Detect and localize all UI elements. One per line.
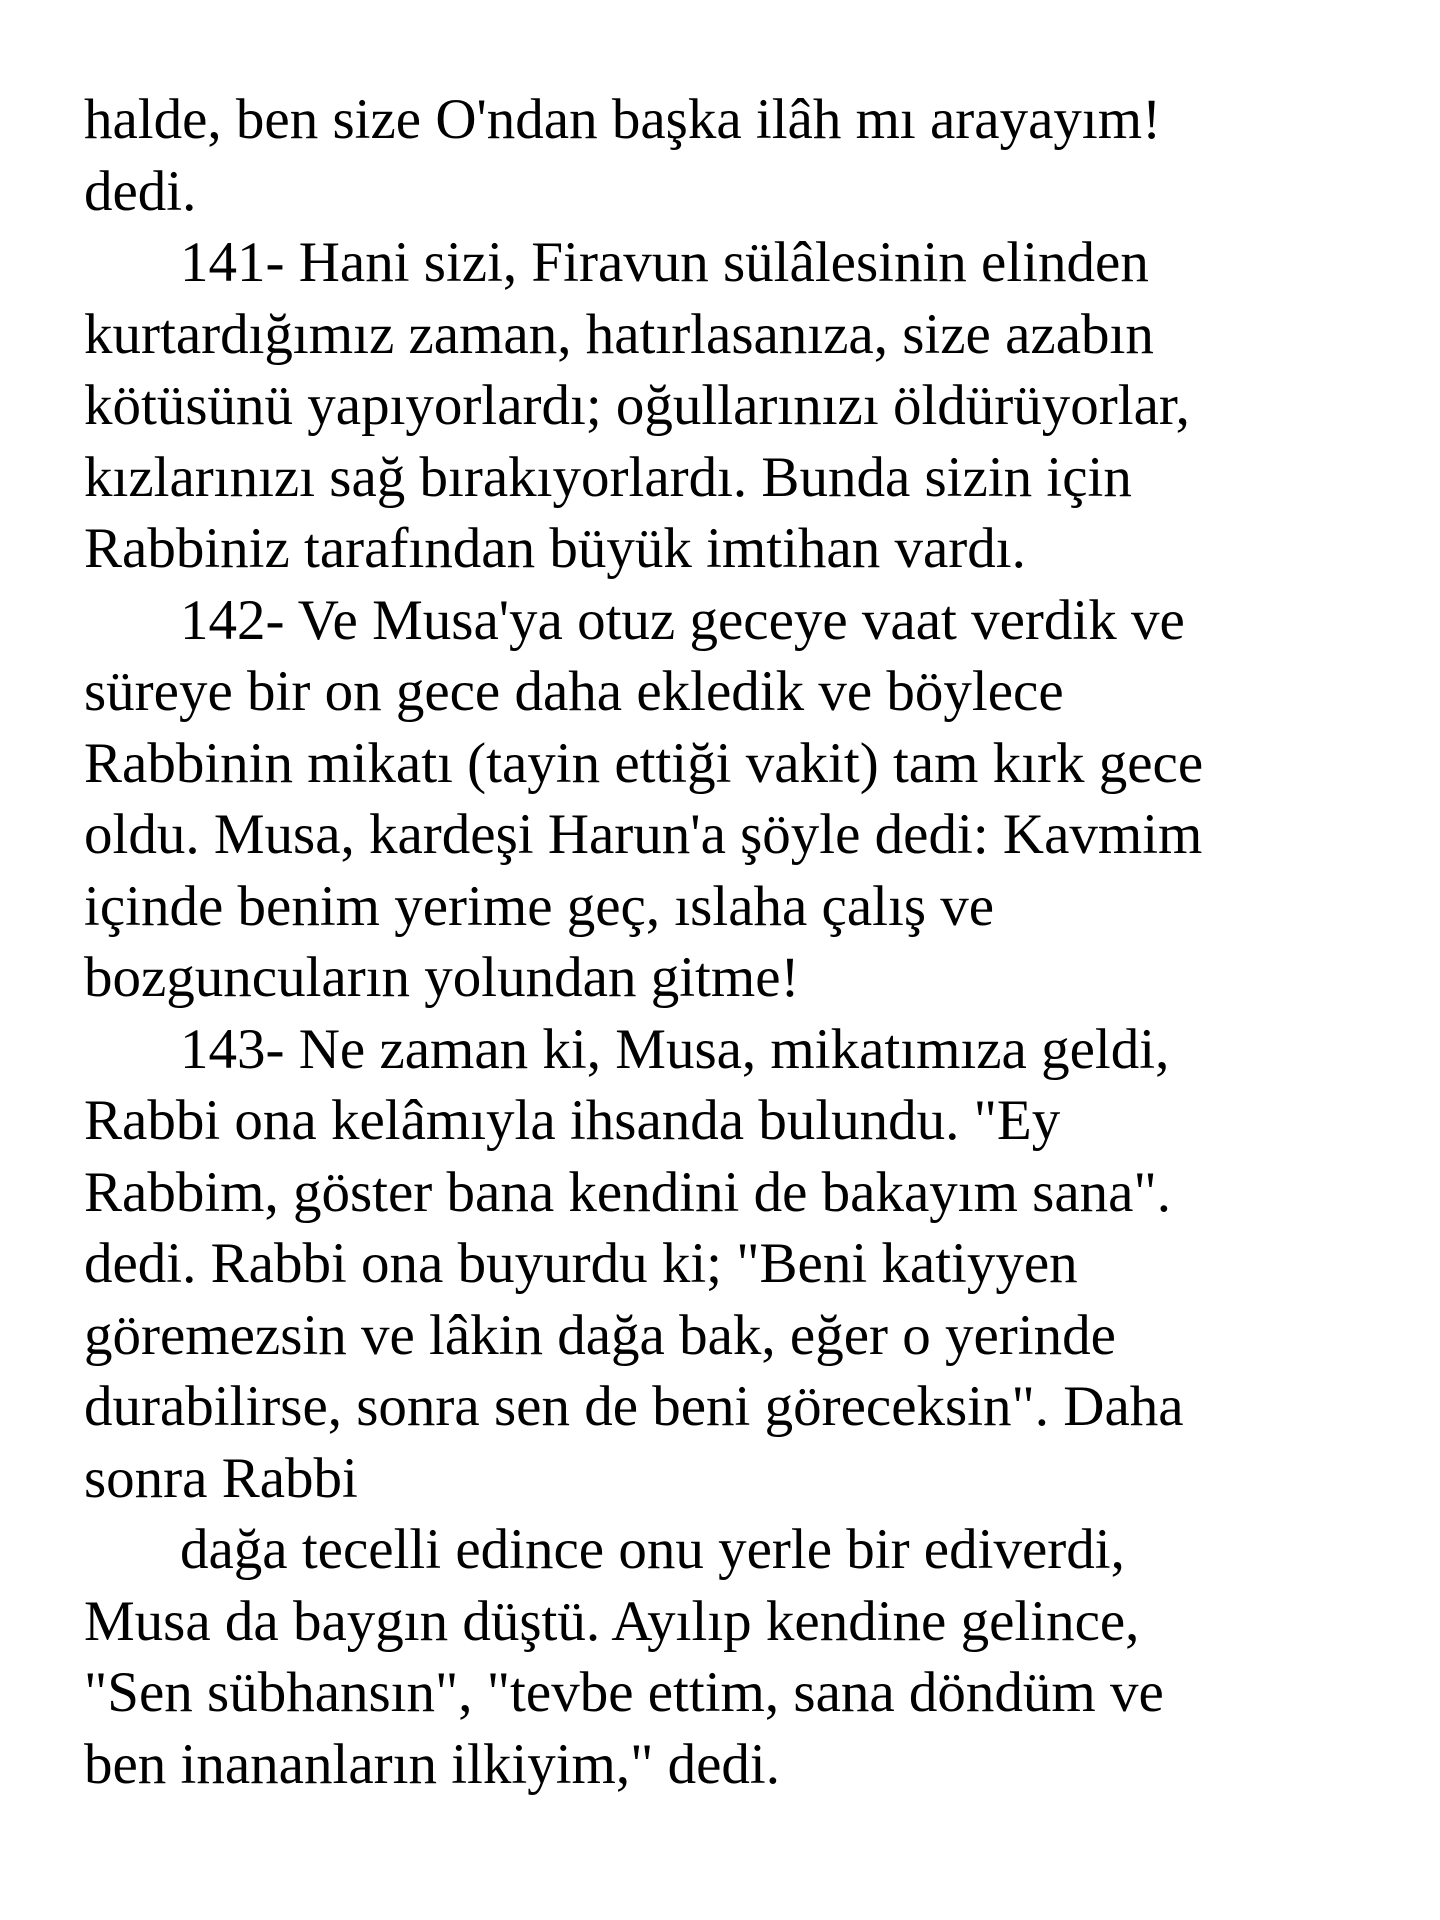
text-line-24: ben inananların ilkiyim," dedi. (84, 1732, 781, 1796)
text-line-6: kızlarınızı sağ bırakıyorlardı. Bunda sizin için (84, 445, 1132, 509)
paragraph-continuation-start: dağa tecelli edince onu yerle bir ediverdi, (180, 1518, 1125, 1581)
text-line-2: dedi. (84, 159, 197, 223)
text-line-1: halde, ben size O'ndan başka ilâh mı arayayım! (84, 88, 1162, 151)
text-line-9: süreye bir on gece daha ekledik ve böylece (84, 660, 1064, 723)
text-line-18: göremezsin ve lâkin dağa bak, eğer o yerinde (84, 1303, 1116, 1367)
text-line-23: "Sen sübhansın", "tevbe ettim, sana döndüm ve (84, 1661, 1164, 1724)
text-line-12: içinde benim yerime geç, ıslaha çalış ve (84, 874, 995, 938)
text-line-22: Musa da baygın düştü. Ayılıp kendine gelince, (84, 1589, 1140, 1653)
text-line-13: bozguncuların yolundan gitme! (84, 946, 800, 1009)
text-line-15: Rabbi ona kelâmıyla ihsanda bulundu. "Ey (84, 1089, 1061, 1152)
verse-141-start: 141- Hani sizi, Firavun sülâlesinin elinden (180, 231, 1149, 294)
document-page (84, 84, 1404, 1800)
text-line-19: durabilirse, sonra sen de beni göreceksin". Daha (84, 1375, 1184, 1438)
text-line-7: Rabbiniz tarafından büyük imtihan vardı. (84, 517, 1026, 580)
text-line-20: sonra Rabbi (84, 1446, 358, 1510)
text-line-11: oldu. Musa, kardeşi Harun'a şöyle dedi: Kavmim (84, 803, 1203, 866)
text-line-17: dedi. Rabbi ona buyurdu ki; "Beni katiyyen (84, 1232, 1078, 1295)
verse-142-start: 142- Ve Musa'ya otuz geceye vaat verdik ve (180, 588, 1185, 652)
verse-143-start: 143- Ne zaman ki, Musa, mikatımıza geldi, (180, 1017, 1170, 1081)
text-line-4: kurtardığımız zaman, hatırlasanıza, size azabın (84, 302, 1154, 366)
text-line-16: Rabbim, göster bana kendini de bakayım sana". (84, 1160, 1171, 1224)
text-line-10: Rabbinin mikatı (tayin ettiği vakit) tam kırk gece (84, 731, 1204, 795)
text-line-5: kötüsünü yapıyorlardı; oğullarınızı öldürüyorlar, (84, 374, 1190, 437)
